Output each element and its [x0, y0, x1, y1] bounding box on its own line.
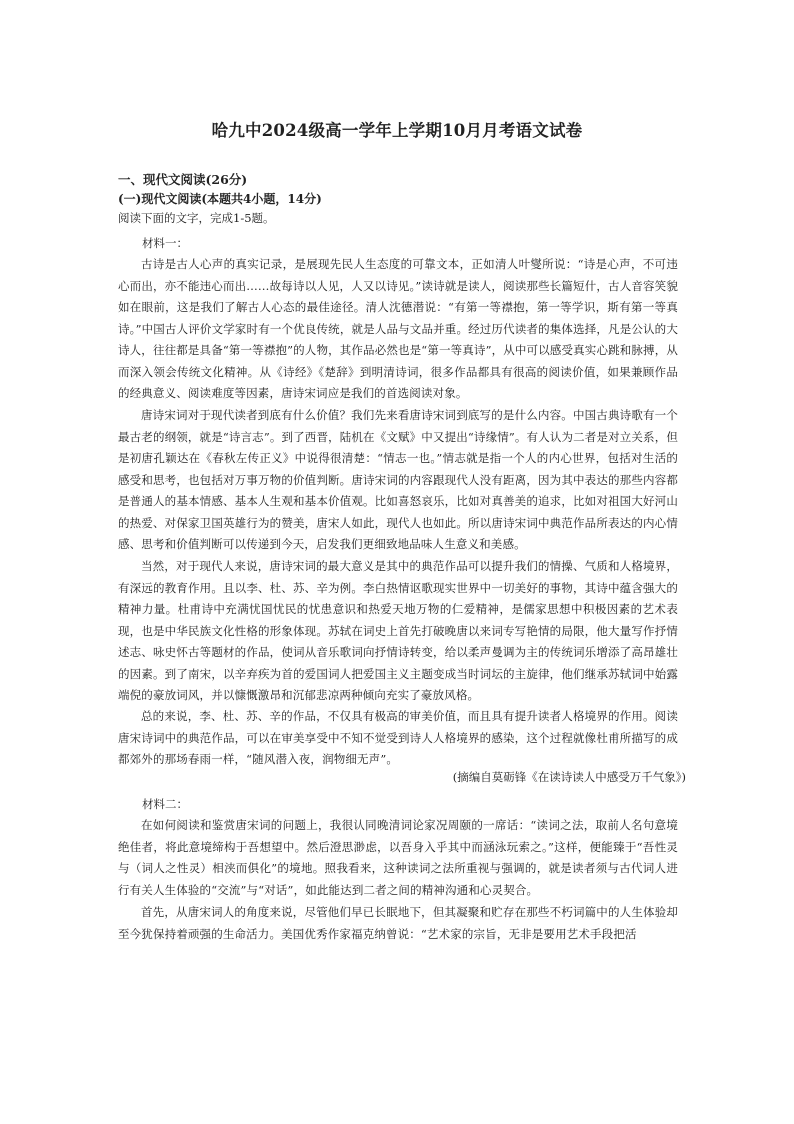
material-1-paragraph-2: 唐诗宋词对于现代读者到底有什么价值？我们先来看唐诗宋词到底写的是什么内容。中国古典诗歌有一个最古老的纲领，就是“诗言志”。到了西晋，陆机在《文赋》中又提出“诗缘情”。有人认为二者是对立关系，但是初唐孔颖达在《春秋左传正义》中说得很清楚：“情志一也。”情志就是指一个人的内心世界，包括对生活的感受和思考，也包括对万事万物的价值判断。唐诗宋词的内容跟现代人没有距离，因为其中表达的那些内容都是普通人的基本情感、基本人生观和基本价值观。比如喜怒哀乐，比如对真善美的追求，比如对祖国大好河山的热爱、对保家卫国英雄行为的赞美，唐宋人如此，现代人也如此。所以唐诗宋词中典范作品所表达的内心情感、思考和价值判断可以传递到今天，启发我们更细致地品味人生意义和美感。: [118, 408, 679, 551]
section-heading: 一、现代文阅读(26分): [118, 172, 248, 187]
exam-title: 哈九中2024级高一学年上学期10月月考语文试卷: [211, 121, 583, 140]
material-1-label: 材料一：: [142, 236, 188, 250]
material-1-paragraph-3: 当然，对于现代人来说，唐诗宋词的最大意义是其中的典范作品可以提升我们的情操、气质和人格境界，有深远的教育作用。且以李、杜、苏、辛为例。李白热情讴歌现实世界中一切美好的事物，其诗中蕴含强大的精神力量。杜甫诗中充满忧国忧民的忧患意识和热爱天地万物的仁爱精神，是儒家思想中积极因素的艺术表现，也是中华民族文化性格的形象体现。苏轼在词史上首先打破晚唐以来词专写艳情的局限，他大量写作抒情述志、咏史怀古等题材的作品，使词从音乐歌词向抒情诗转变，给以柔声曼调为主的传统词乐增添了高昂雄壮的因素。到了南宋，以辛弃疾为首的爱国词人把爱国主义主题变成当时词坛的主旋律，他们继承苏轼词中始露端倪的豪放词风，并以慷慨激昂和沉郁悲凉两种倾向充实了豪放风格。: [118, 559, 678, 702]
material-1-paragraph-4: 总的来说，李、杜、苏、辛的作品，不仅具有极高的审美价值，而且具有提升读者人格境界的作用。阅读唐宋诗词中的典范作品，可以在审美享受中不知不觉受到诗人人格境界的感染，这个过程就像杜甫所描写的成都郊外的那场春雨一样，“随风潜入夜，润物细无声”。: [118, 709, 678, 766]
instruction-text: 阅读下面的文字，完成1-5题。: [118, 211, 275, 225]
material-2-paragraph-2: 首先，从唐宋词人的角度来说，尽管他们早已长眠地下，但其凝聚和贮存在那些不朽词篇中的人生体验却至今犹保持着顽强的生命活力。美国优秀作家福克纳曾说：“艺术家的宗旨，无非是要用艺术手段把活: [118, 905, 678, 941]
material-1-paragraph-1: 古诗是古人心声的真实记录，是展现先民人生态度的可靠文本，正如清人叶燮所说：“诗是心声，不可违心而出，亦不能违心而出……故每诗以人见，人又以诗见。”读诗就是读人，阅读那些长篇短什，古人音容笑貌如在眼前，这是我们了解古人心态的最佳途径。清人沈德潜说：“有第一等襟抱，第一等学识，斯有第一等真诗。”中国古人评价文学家时有一个优良传统，就是人品与文品并重。经过历代读者的集体选择，凡是公认的大诗人，往往都是具备“第一等襟抱”的人物，其作品必然也是“第一等真诗”，从中可以感受真实心跳和脉搏，从而深入领会传统文化精神。从《诗经》《楚辞》到明清诗词，很多作品都具有很高的阅读价值，如果兼顾作品的经典意义、阅读难度等因素，唐诗宋词应是我们的首选阅读对象。: [118, 257, 679, 400]
material-2-label: 材料二：: [142, 797, 188, 811]
material-1-source: (摘编自莫砺锋《在读诗读人中感受万千气象》): [452, 770, 686, 784]
subsection-heading: (一)现代文阅读(本题共4小题，14分): [118, 192, 322, 206]
material-2-paragraph-1: 在如何阅读和鉴赏唐宋词的问题上，我很认同晚清词论家况周颐的一席话：“读词之法，取前人名句意境绝佳者，将此意境缔构于吾想望中。然后澄思渺虑，以吾身入乎其中而涵泳玩索之。”这样，便能臻于“吾性灵与（词人之性灵）相浃而俱化”的境地。照我看来，这种读词之法所重视与强调的，就是读者须与古代词人进行有关人生体验的“交流”与“对话”，如此能达到二者之间的精神沟通和心灵契合。: [118, 818, 678, 897]
